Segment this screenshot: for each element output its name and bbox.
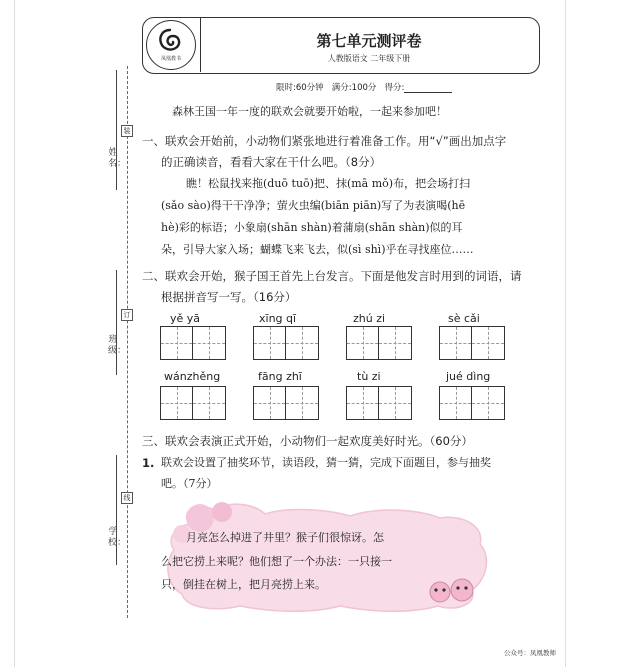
logo	[146, 20, 196, 70]
footer-text: 公众号：凤凰教师	[504, 649, 556, 657]
side-rule-school	[116, 455, 117, 565]
section1-heading-line2: 的正确读音，看看大家在干什么吧。（8分）	[161, 155, 382, 169]
pinyin-label: zhú zi	[353, 312, 386, 325]
binding-mark-top: 装	[121, 125, 133, 137]
pinyin-label: jué dìng	[446, 370, 491, 383]
writing-grid[interactable]	[439, 386, 505, 420]
question1-line2: 吧。（7分）	[161, 477, 218, 490]
section1-heading-line1: 一、联欢会开始前，小动物们紧张地进行着准备工作。用“√”画出加点字	[142, 134, 507, 148]
pinyin-label: wánzhěng	[164, 370, 221, 383]
pinyin-label: xīng qī	[259, 312, 297, 325]
cloud-blob	[212, 502, 232, 522]
pinyin-label: yě yā	[170, 312, 201, 325]
swirl-icon	[156, 27, 184, 55]
side-rule-class	[116, 270, 117, 375]
binding-mark-bottom: 线	[121, 492, 133, 504]
writing-grid[interactable]	[346, 386, 412, 420]
binding-mark-middle: 订	[121, 309, 133, 321]
question1-line1: 联欢会设置了抽奖环节，读语段，猜一猜，完成下面题目，参与抽奖	[161, 456, 491, 469]
section1-passage-line: (sǎo sào)得干干净净；萤火虫编(biān piān)写了为表演喝(hē	[161, 199, 466, 212]
writing-grid[interactable]	[346, 326, 412, 360]
exam-meta	[276, 81, 452, 93]
binding-line	[127, 66, 128, 618]
section2-heading-line2: 根据拼音写一写。（16分）	[161, 290, 297, 304]
page-title: 第七单元测评卷	[316, 32, 422, 50]
cloud-blob	[186, 504, 214, 532]
page-subtitle: 人教版语文 二年级下册	[327, 54, 411, 63]
intro-text: 森林王国一年一度的联欢会就要开始啦，一起来参加吧！	[172, 105, 447, 118]
section1-passage-line: hè)彩的标语；小象扇(shān shàn)着蒲扇(shān shàn)似的耳	[161, 221, 463, 234]
side-label-name: 姓名：	[108, 148, 127, 169]
writing-grid[interactable]	[160, 326, 226, 360]
pinyin-label: sè cǎi	[448, 312, 480, 325]
writing-grid[interactable]	[253, 386, 319, 420]
pinyin-label: tù zi	[357, 370, 381, 383]
side-label-class: 班级：	[108, 335, 127, 356]
cloud-passage-line: 月亮怎么掉进了井里？猴子们很惊讶。怎	[186, 531, 384, 544]
section1-passage-line: 瞧！松鼠找来拖(duō tuō)把、抹(mā mǒ)布，把会场打扫	[186, 177, 471, 190]
score-field[interactable]	[404, 83, 452, 93]
score-label: 得分:	[384, 83, 405, 93]
section2-heading-line1: 二、联欢会开始，猴子国王首先上台发言。下面是他发言时用到的词语，请	[142, 269, 522, 283]
cloud-passage-line: 么把它捞上来呢？他们想了一个办法：一只接一	[161, 555, 392, 568]
pinyin-label: fāng zhī	[258, 370, 302, 383]
section3-heading: 三、联欢会表演正式开始，小动物们一起欢度美好时光。（60分）	[142, 434, 473, 448]
section1-passage-line: 朵，引导大家入场；蝴蝶飞来飞去，似(sì shì)乎在寻找座位……	[161, 243, 474, 256]
side-rule-name	[116, 70, 117, 190]
writing-grid[interactable]	[160, 386, 226, 420]
cloud-passage-line: 只，倒挂在树上，把月亮捞上来。	[161, 578, 326, 591]
writing-grid[interactable]	[253, 326, 319, 360]
side-label-school: 学校：	[108, 527, 127, 548]
logo-text: 凤凰教书	[160, 56, 181, 62]
question-number: 1.	[142, 456, 155, 470]
full-score: 满分:100分	[331, 83, 377, 93]
time-limit: 限时:60分钟	[276, 83, 324, 93]
writing-grid[interactable]	[439, 326, 505, 360]
